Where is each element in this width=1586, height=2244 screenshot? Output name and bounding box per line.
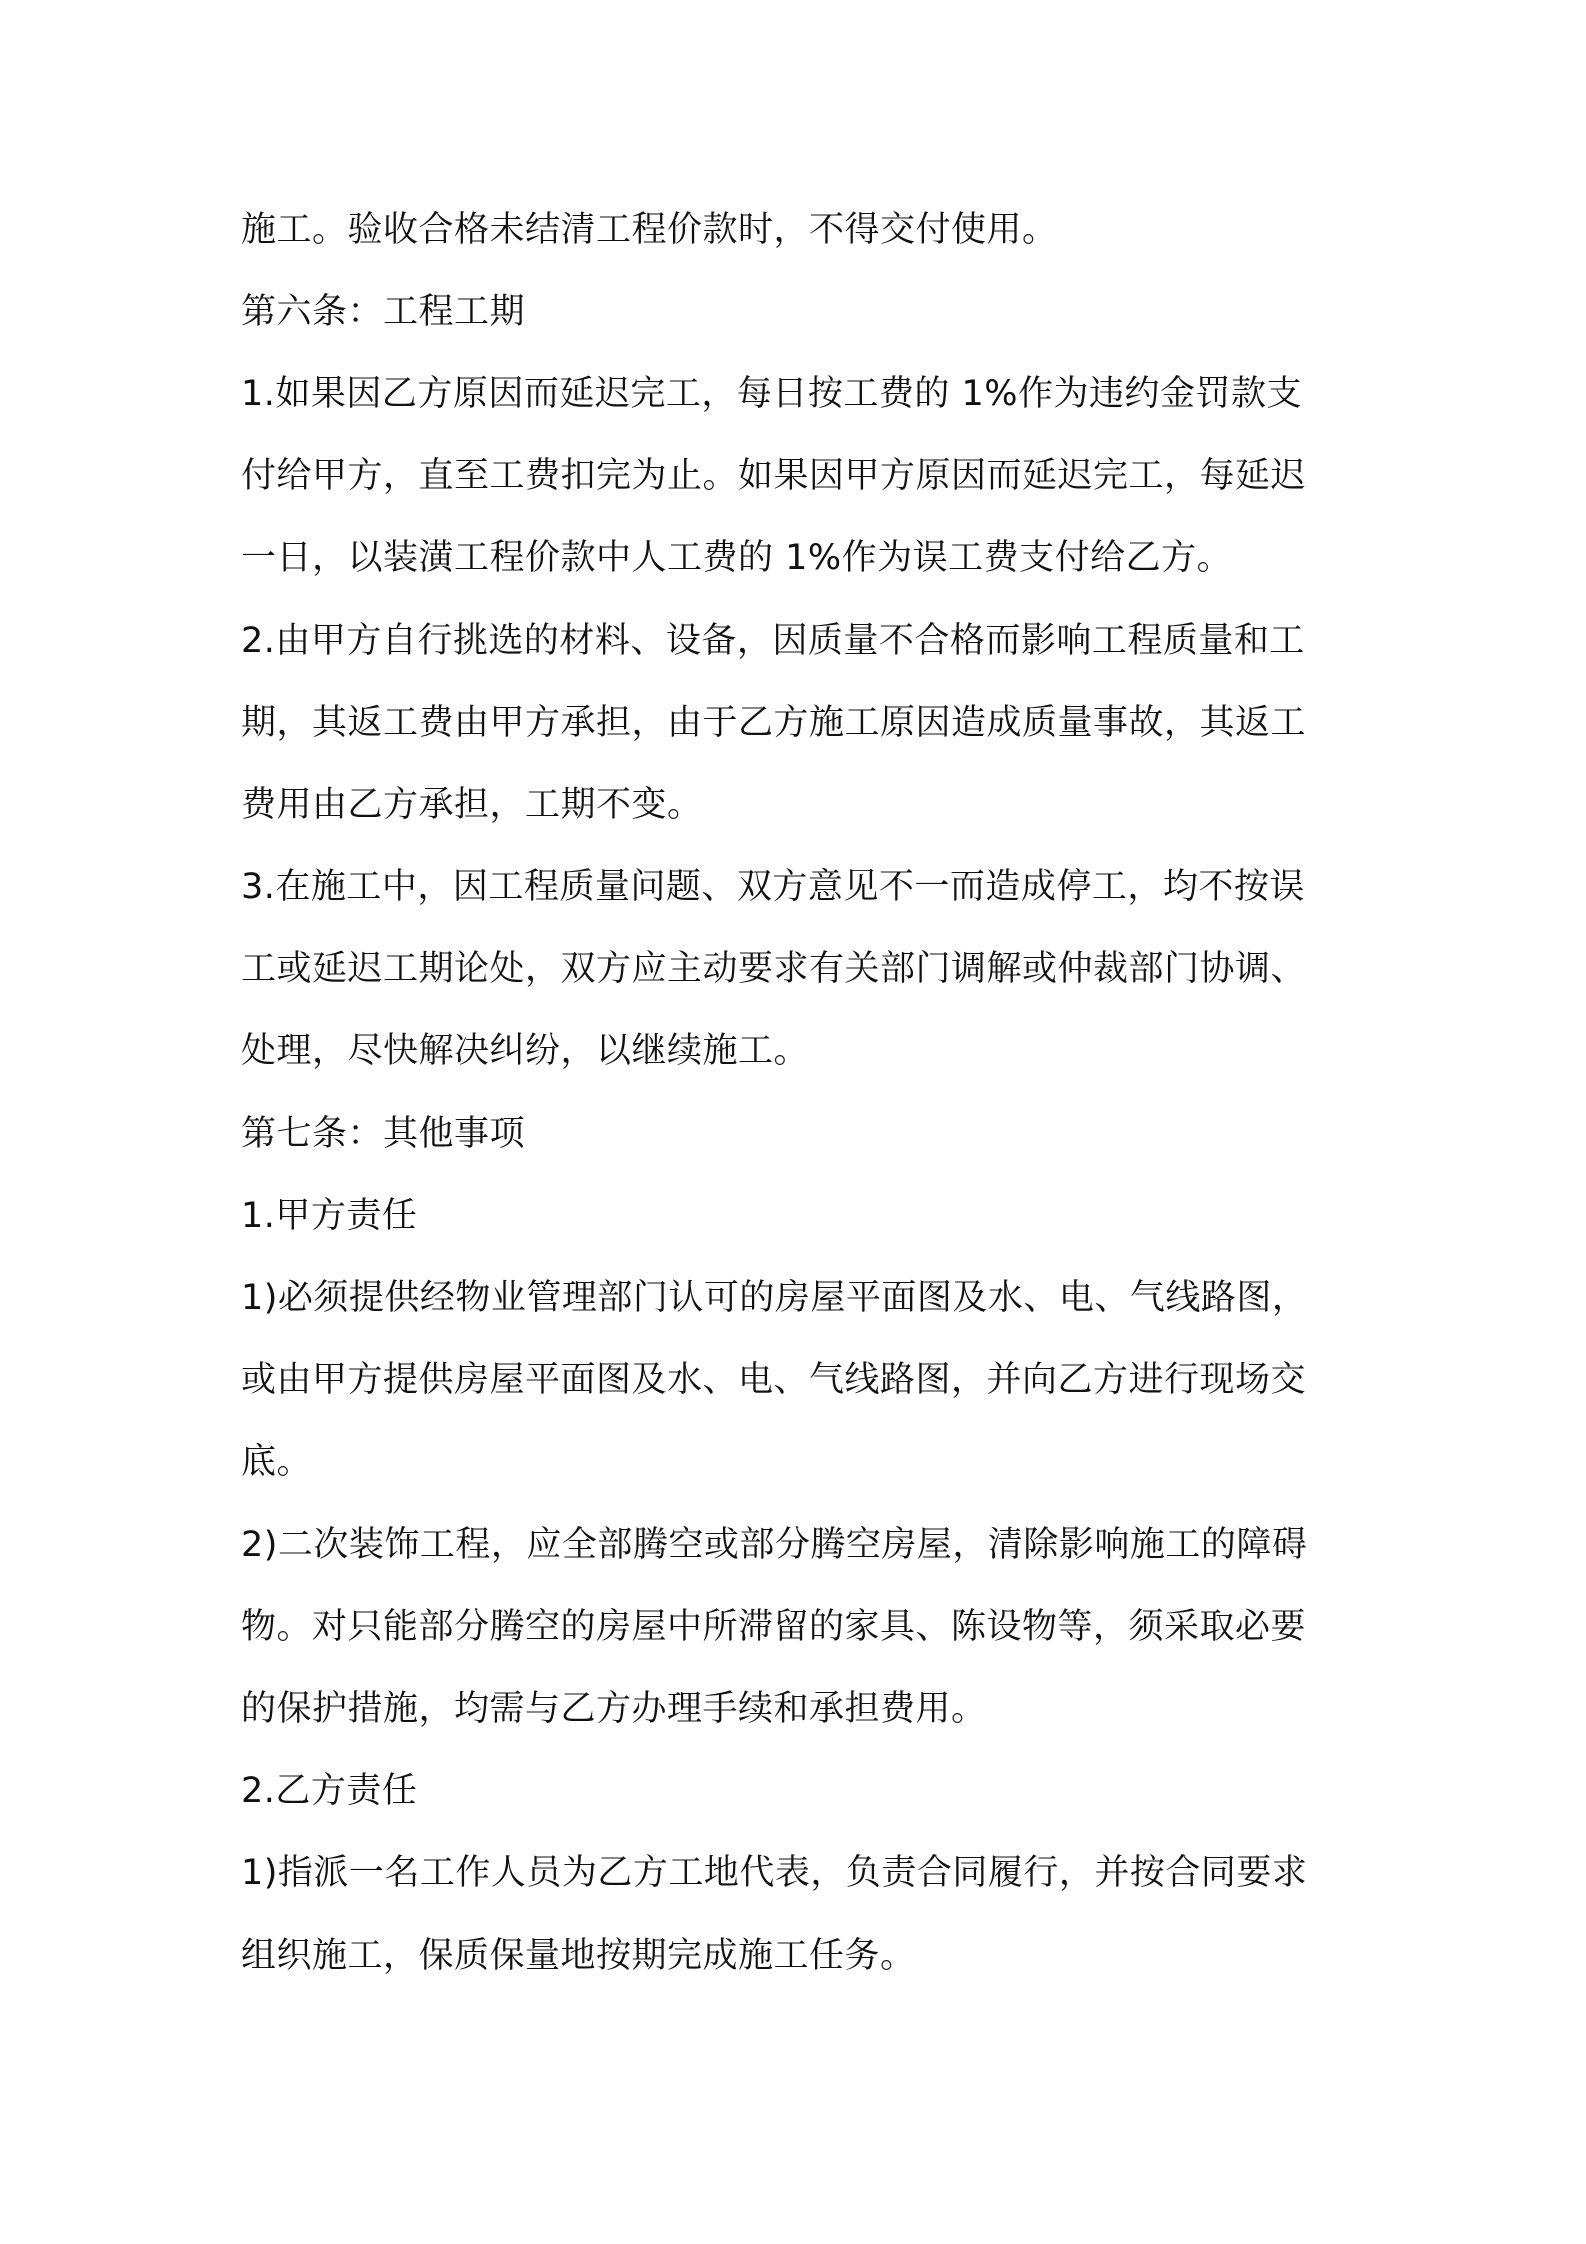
text-line: 费用由乙方承担，工期不变。: [241, 785, 703, 825]
text-line: 物。对只能部分腾空的房屋中所滞留的家具、陈设物等，须采取必要: [241, 1607, 1307, 1647]
text-line: 组织施工，保质保量地按期完成施工任务。: [241, 1936, 916, 1976]
text-line: 处理，尽快解决纠纷，以继续施工。: [241, 1031, 810, 1071]
text-line: 一日，以装潢工程价款中人工费的 1%作为误工费支付给乙方。: [241, 538, 1233, 578]
subsection-heading: 2.乙方责任: [241, 1771, 418, 1811]
text-line: 底。: [241, 1442, 313, 1482]
text-line: 或由甲方提供房屋平面图及水、电、气线路图，并向乙方进行现场交: [241, 1360, 1307, 1400]
text-line: 期，其返工费由甲方承担，由于乙方施工原因造成质量事故，其返工: [241, 703, 1307, 743]
text-line: 3.在施工中，因工程质量问题、双方意见不一而造成停工，均不按误: [241, 867, 1305, 907]
section-heading: 第六条：工程工期: [241, 292, 526, 332]
text-line: 的保护措施，均需与乙方办理手续和承担费用。: [241, 1689, 987, 1729]
text-line: 施工。验收合格未结清工程价款时，不得交付使用。: [241, 210, 1058, 250]
text-line: 1)必须提供经物业管理部门认可的房屋平面图及水、电、气线路图，: [241, 1278, 1308, 1318]
text-line: 2.由甲方自行挑选的材料、设备，因质量不合格而影响工程质量和工: [241, 621, 1305, 661]
text-line: 2)二次装饰工程，应全部腾空或部分腾空房屋，清除影响施工的障碍: [241, 1525, 1308, 1565]
text-line: 1)指派一名工作人员为乙方工地代表，负责合同履行，并按合同要求: [241, 1853, 1308, 1893]
text-line: 1.如果因乙方原因而延迟完工，每日按工费的 1%作为违约金罚款支: [241, 374, 1303, 414]
section-heading: 第七条：其他事项: [241, 1114, 526, 1154]
text-line: 工或延迟工期论处，双方应主动要求有关部门调解或仲裁部门协调、: [241, 949, 1307, 989]
subsection-heading: 1.甲方责任: [241, 1196, 418, 1236]
text-line: 付给甲方，直至工费扣完为止。如果因甲方原因而延迟完工，每延迟: [241, 456, 1307, 496]
